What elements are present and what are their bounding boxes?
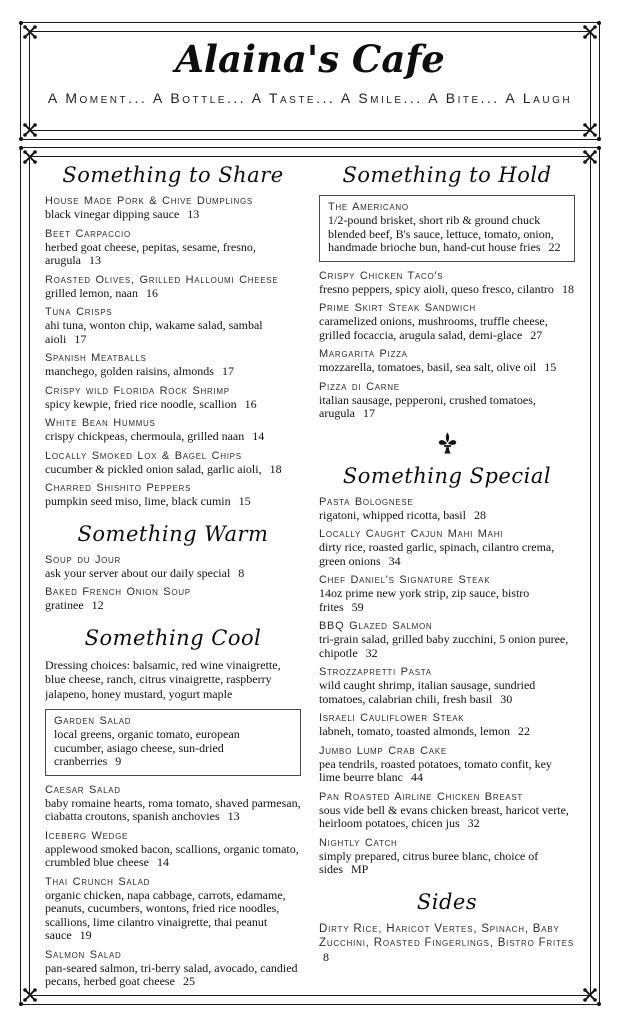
menu-item: [54, 715, 292, 769]
item-name: Israeli Cauliflower Steak: [319, 712, 465, 724]
item-name: House Made Pork & Chive Dumplings: [45, 195, 253, 207]
corner-ornament-icon: [22, 149, 38, 165]
item-description: applewood smoked bacon, scallions, organic tomato, crumbled blue cheese 14: [45, 841, 299, 869]
item-price: 32: [467, 816, 480, 830]
page-title: Alaina's Cafe: [175, 37, 445, 81]
item-name: Iceberg Wedge: [45, 829, 129, 842]
item-price: 34: [388, 553, 401, 568]
section-something-to-share: [45, 162, 301, 509]
item-name: Baked French Onion Soup: [45, 586, 191, 598]
item-name: Pasta Bolognese: [319, 495, 414, 508]
menu-item: [319, 745, 575, 785]
item-name: The Americano: [328, 201, 409, 213]
item-description: herbed goat cheese, pepitas, sesame, fresno, arugula 13: [45, 239, 256, 267]
menu-item: [319, 528, 575, 568]
item-price: 13: [88, 253, 101, 267]
menu-item: [45, 306, 301, 346]
item-description: 1/2-pound brisket, short rib & ground chuck blended beef, B's sauce, lettuce, tomato, onion, handmade brioche bun, hand-cut house fries 22: [328, 213, 561, 254]
item-description: fresno peppers, spicy aioli, queso fresco, cilantro 18: [319, 281, 574, 296]
item-name: Thai Crunch Salad: [45, 875, 151, 888]
corner-ornament-icon: [582, 987, 598, 1003]
section-heading: Sides: [416, 889, 478, 914]
menu-item: [45, 586, 301, 613]
item-name: Salmon Salad: [45, 948, 122, 961]
item-name: Margarita Pizza: [319, 348, 408, 360]
menu-item: [45, 274, 301, 301]
item-name: Strozzapretti Pasta: [319, 666, 432, 678]
item-description: pan-seared salmon, tri-berry salad, avocado, candied pecans, herbed goat cheese 25: [45, 960, 298, 988]
item-description: organic chicken, napa cabbage, carrots, edamame, peanuts, cucumbers, wontons, fried rice noodles, scallions, lime cilantro vinaigrette, thai peanut sauce 19: [45, 887, 286, 942]
menu-item: [45, 830, 301, 870]
menu-item: [45, 554, 301, 581]
item-name: Crispy wild Florida Rock Shrimp: [45, 384, 230, 397]
section-something-to-hold: [319, 162, 575, 421]
menu-item: [45, 228, 301, 268]
menu-item: [45, 385, 301, 412]
item-description: ahi tuna, wonton chip, wakame salad, sambal aioli 17: [45, 318, 263, 346]
menu-item: [45, 352, 301, 379]
item-description: tri-grain salad, grilled baby zucchini, 5 onion puree, chipotle 32: [319, 632, 569, 660]
item-name: Prime Skirt Steak Sandwich: [319, 302, 476, 314]
item-price: 9: [115, 754, 122, 768]
item-price: 44: [410, 770, 423, 784]
item-price: 13: [187, 207, 200, 221]
item-price: 18: [269, 461, 282, 476]
menu-item: [45, 482, 301, 509]
item-description: pumpkin seed miso, lime, black cumin 15: [45, 494, 251, 508]
item-name: Caesar Salad: [45, 783, 121, 796]
item-price: 19: [79, 928, 92, 942]
section-something-warm: [45, 521, 301, 613]
item-price: 27: [530, 327, 543, 342]
featured-item-box: [319, 195, 575, 262]
item-description: local greens, organic tomato, european cucumber, asiago cheese, sun-dried cranberries 9: [54, 727, 240, 768]
menu-item: [45, 417, 301, 444]
corner-ornament-icon: [22, 122, 38, 138]
item-description: mozzarella, tomatoes, basil, sea salt, olive oil 15: [319, 360, 557, 374]
right-column: [319, 160, 575, 994]
item-description: black vinegar dipping sauce 13: [45, 207, 200, 221]
item-name: Chef Daniel's Signature Steak: [319, 574, 491, 586]
menu-item: [319, 666, 575, 706]
item-price: 15: [238, 494, 251, 508]
item-name: Soup du Jour: [45, 553, 122, 566]
menu-item: [319, 791, 575, 831]
item-price: 22: [517, 724, 530, 738]
item-name: Nightly Catch: [319, 836, 398, 849]
item-description: pea tendrils, roasted potatoes, tomato confit, key lime beurre blanc 44: [319, 756, 552, 784]
section-something-cool: [45, 625, 301, 989]
item-description: simply prepared, citrus buree blanc, choice of sides MP: [319, 848, 539, 876]
item-description: ask your server about our daily special 8: [45, 565, 245, 580]
corner-ornament-icon: [22, 24, 38, 40]
item-price: 25: [182, 974, 195, 988]
menu-item: [319, 302, 575, 342]
item-description: italian sausage, pepperoni, crushed tomatoes, arugula 17: [319, 392, 536, 420]
item-price: 8: [238, 565, 245, 580]
item-name: White Bean Hummus: [45, 417, 156, 429]
left-column: [45, 160, 301, 994]
main-frame: [20, 147, 600, 1005]
item-description: manchego, golden raisins, almonds 17: [45, 364, 234, 378]
menu-item: [319, 712, 575, 739]
item-description: sous vide bell & evans chicken breast, haricot verte, heirloom potatoes, chicen jus 32: [319, 802, 569, 830]
section-heading: Something Warm: [77, 521, 269, 546]
item-name: Locally Smoked Lox & Bagel Chips: [45, 449, 242, 462]
item-name: Spanish Meatballs: [45, 352, 147, 364]
header-frame: [20, 22, 600, 140]
item-price: 22: [548, 240, 561, 254]
menu-item: [45, 195, 301, 222]
sides-price: 8: [323, 949, 329, 964]
item-price: 15: [544, 360, 557, 374]
item-description: 14oz prime new york strip, zip sauce, bistro frites 59: [319, 586, 530, 614]
menu-item: [45, 450, 301, 477]
item-name: BBQ Glazed Salmon: [319, 620, 433, 632]
item-description: labneh, tomato, toasted almonds, lemon 22: [319, 724, 530, 738]
menu-item: [45, 876, 301, 943]
section-something-special: [319, 463, 575, 877]
item-name: Pan Roasted Airline Chicken Breast: [319, 790, 524, 803]
item-name: Tuna Crisps: [45, 306, 113, 318]
corner-ornament-icon: [582, 149, 598, 165]
item-price: 16: [145, 285, 158, 300]
menu-item: [45, 949, 301, 989]
menu-item: [319, 270, 575, 297]
fleur-de-lis-icon: [438, 431, 457, 456]
section-heading: Something to Hold: [342, 163, 552, 187]
dressing-note: Dressing choices: balsamic, red wine vinaigrette, blue cheese, ranch, citrus vinaigrette, raspberry jalapeno, honey mustard, yogurt maple: [45, 657, 281, 701]
item-price: 59: [351, 599, 364, 614]
corner-ornament-icon: [582, 24, 598, 40]
section-heading: Something Special: [342, 463, 552, 488]
item-price: 30: [500, 691, 513, 706]
menu-item: [45, 784, 301, 824]
section-heading: Something to Share: [62, 163, 284, 187]
item-price: 18: [561, 281, 574, 296]
featured-item-box: [45, 709, 301, 776]
menu-item: [319, 574, 575, 614]
item-description: dirty rice, roasted garlic, spinach, cilantro crema, green onions 34: [319, 540, 555, 568]
item-name: Pizza di Carne: [319, 380, 400, 393]
item-description: rigatoni, whipped ricotta, basil 28: [319, 507, 486, 522]
menu-item: [319, 620, 575, 660]
item-name: Garden Salad: [54, 715, 132, 727]
item-price: 13: [227, 809, 240, 823]
item-name: Jumbo Lump Crab Cake: [319, 744, 447, 757]
section-heading: Something Cool: [84, 625, 262, 650]
item-description: grilled lemon, naan 16: [45, 285, 158, 300]
item-description: crispy chickpeas, chermoula, grilled naan 14: [45, 429, 265, 443]
menu-item: [319, 381, 575, 421]
item-description: gratinee 12: [45, 598, 104, 612]
item-price: MP: [351, 862, 369, 876]
corner-ornament-icon: [22, 987, 38, 1003]
item-price: 32: [365, 645, 378, 660]
item-name: Roasted Olives, Grilled Halloumi Cheese: [45, 273, 279, 286]
item-description: wild caught shrimp, italian sausage, sundried tomatoes, calabrian chili, fresh basil 30: [319, 678, 536, 706]
item-description: baby romaine hearts, roma tomato, shaved parmesan, ciabatta croutons, spanish anchovies 13: [45, 795, 301, 823]
menu-item: [319, 496, 575, 523]
menu-item: [319, 348, 575, 375]
item-name: Crispy Chicken Taco's: [319, 269, 444, 282]
corner-ornament-icon: [582, 122, 598, 138]
item-price: 17: [362, 406, 375, 420]
menu-item: [328, 201, 566, 255]
item-price: 17: [221, 364, 234, 378]
item-name: Beet Carpaccio: [45, 227, 131, 240]
item-price: 28: [473, 507, 486, 522]
item-name: Charred Shishito Peppers: [45, 482, 192, 494]
sides-list: Dirty Rice, Haricot Vertes, Spinach, Baby Zucchini, Roasted Fingerlings, Bistro Frites: [319, 922, 574, 949]
menu-item: [319, 837, 575, 877]
item-description: spicy kewpie, fried rice noodle, scallion 16: [45, 396, 257, 411]
item-price: 14: [156, 855, 169, 869]
item-price: 17: [74, 331, 87, 346]
item-description: cucumber & pickled onion salad, garlic aioli, 18: [45, 461, 282, 476]
section-sides: [319, 889, 575, 964]
item-price: 14: [252, 429, 265, 443]
section-divider: [319, 431, 575, 461]
item-name: Locally Caught Cajun Mahi Mahi: [319, 528, 504, 540]
item-price: 16: [244, 396, 257, 411]
tagline: A Moment... A Bottle... A Taste... A Smile... A Bite... A Laugh: [47, 90, 573, 106]
item-price: 12: [91, 598, 104, 612]
item-description: caramelized onions, mushrooms, truffle cheese, grilled focaccia, arugula salad, demi-glace 27: [319, 314, 548, 342]
